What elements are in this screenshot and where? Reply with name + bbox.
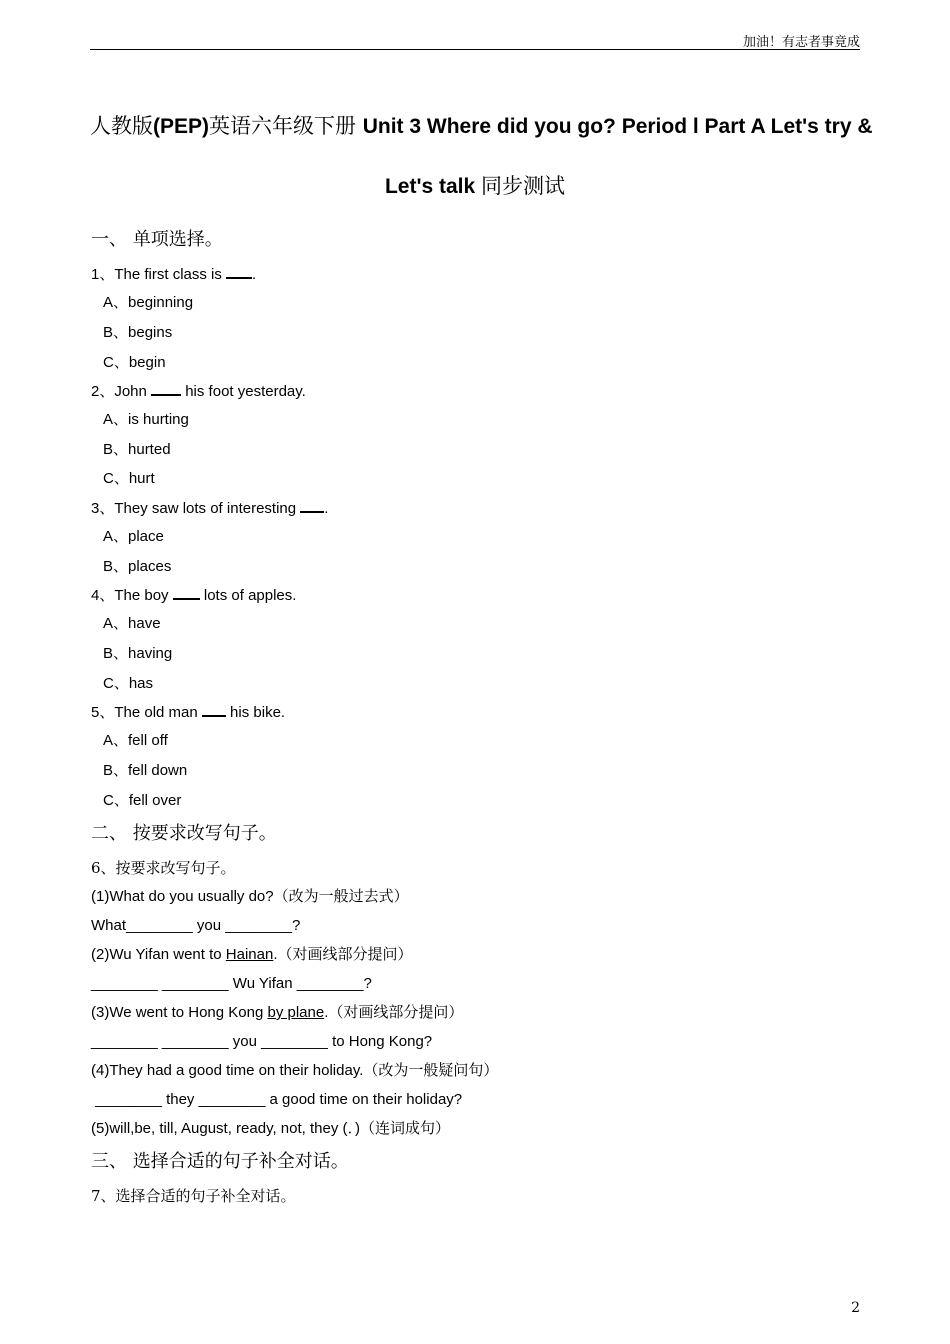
header-rule bbox=[90, 49, 860, 50]
rewrite-sentence-3 bbox=[91, 1003, 463, 1022]
option-a: A、place bbox=[103, 528, 164, 545]
question-stem: The boy bbox=[114, 587, 173, 604]
question-3 bbox=[91, 499, 328, 518]
title-en-part: (PEP) bbox=[153, 115, 210, 138]
title-en-part-2: Unit 3 Where did you go? Period l Part A Let's try & bbox=[362, 115, 873, 138]
question-stem: John bbox=[114, 383, 152, 400]
question-4 bbox=[91, 586, 296, 605]
question-number: 3、 bbox=[91, 500, 115, 517]
answer-line-1: What________ you ________? bbox=[91, 917, 301, 934]
option-c: C、has bbox=[103, 675, 154, 692]
option-a: A、fell off bbox=[103, 732, 168, 749]
sentence-text: (5)will,be, till, August, ready, not, they (．) bbox=[91, 1120, 360, 1137]
option-c: C、fell over bbox=[103, 792, 182, 809]
rewrite-sentence-5 bbox=[91, 1119, 450, 1138]
option-c: C、hurt bbox=[103, 470, 155, 487]
option-a: A、is hurting bbox=[103, 411, 189, 428]
question-5 bbox=[91, 703, 285, 722]
rewrite-sentence-4 bbox=[91, 1061, 498, 1080]
question-stem-end: his foot yesterday. bbox=[181, 383, 306, 400]
document-title-line1 bbox=[90, 110, 873, 140]
question-number: 5、 bbox=[91, 704, 115, 721]
question-stem-end: . bbox=[324, 500, 329, 517]
underlined-phrase: Hainan bbox=[225, 946, 274, 963]
answer-blank bbox=[151, 382, 181, 396]
question-number: 2、 bbox=[91, 383, 115, 400]
question-stem-end: his bike. bbox=[225, 704, 286, 721]
question-stem: The first class is bbox=[114, 266, 227, 283]
answer-blank bbox=[202, 703, 226, 717]
page-number: 2 bbox=[851, 1300, 860, 1316]
sentence-text: (4)They had a good time on their holiday. bbox=[91, 1062, 364, 1079]
title-en-part-3: Let's talk bbox=[384, 175, 482, 198]
option-b: B、fell down bbox=[103, 762, 188, 779]
rewrite-sentence-1 bbox=[91, 887, 409, 906]
title-cn-part: 人教版 bbox=[90, 114, 153, 138]
sentence-text: (2)Wu Yifan went to bbox=[91, 946, 226, 963]
answer-line-2: ________ ________ Wu Yifan ________? bbox=[91, 975, 372, 992]
underlined-phrase: by plane bbox=[267, 1004, 325, 1021]
sentence-end: . bbox=[273, 946, 278, 963]
question-1 bbox=[91, 265, 256, 284]
sentence-text: (3)We went to Hong Kong bbox=[91, 1004, 268, 1021]
option-b: B、hurted bbox=[103, 441, 171, 458]
instruction-note: （连词成句） bbox=[360, 1119, 451, 1137]
section-2-heading: 二、 按要求改写句子。 bbox=[91, 823, 277, 844]
instruction-note: （对画线部分提问） bbox=[328, 1003, 464, 1021]
section-1-heading: 一、 单项选择。 bbox=[91, 229, 223, 250]
section-3-heading: 三、 选择合适的句子补全对话。 bbox=[91, 1151, 349, 1172]
answer-blank bbox=[173, 586, 200, 600]
document-title-line2 bbox=[90, 170, 860, 200]
title-cn-part-2: 英语六年级下册 bbox=[209, 114, 363, 138]
option-b: B、begins bbox=[103, 324, 173, 341]
header-motto: 加油！有志者事竟成 bbox=[742, 35, 860, 50]
option-c: C、begin bbox=[103, 354, 166, 371]
question-number: 4、 bbox=[91, 587, 115, 604]
option-b: B、places bbox=[103, 558, 172, 575]
option-a: A、beginning bbox=[103, 294, 194, 311]
rewrite-sentence-2 bbox=[91, 945, 413, 964]
question-7-prompt: 7、选择合适的句子补全对话。 bbox=[91, 1187, 296, 1205]
question-number: 1、 bbox=[91, 266, 115, 283]
question-stem: The old man bbox=[114, 704, 202, 721]
option-a: A、have bbox=[103, 615, 161, 632]
question-stem-end: lots of apples. bbox=[199, 587, 297, 604]
answer-line-4: ________ they ________ a good time on their holiday? bbox=[91, 1091, 463, 1108]
option-b: B、having bbox=[103, 645, 173, 662]
answer-blank bbox=[226, 265, 252, 279]
question-stem-end: . bbox=[252, 266, 257, 283]
question-6-prompt: 6、按要求改写句子。 bbox=[91, 859, 236, 877]
answer-line-3: ________ ________ you ________ to Hong Kong? bbox=[91, 1033, 433, 1050]
instruction-note: （对画线部分提问） bbox=[277, 945, 413, 963]
question-2 bbox=[91, 382, 306, 401]
sentence-end: . bbox=[324, 1004, 329, 1021]
title-cn-part-3: 同步测试 bbox=[481, 174, 566, 198]
answer-blank bbox=[300, 499, 324, 513]
instruction-note: （改为一般过去式） bbox=[273, 887, 409, 905]
question-stem: They saw lots of interesting bbox=[114, 500, 301, 517]
instruction-note: （改为一般疑问句） bbox=[363, 1061, 499, 1079]
sentence-text: (1)What do you usually do? bbox=[91, 888, 274, 905]
